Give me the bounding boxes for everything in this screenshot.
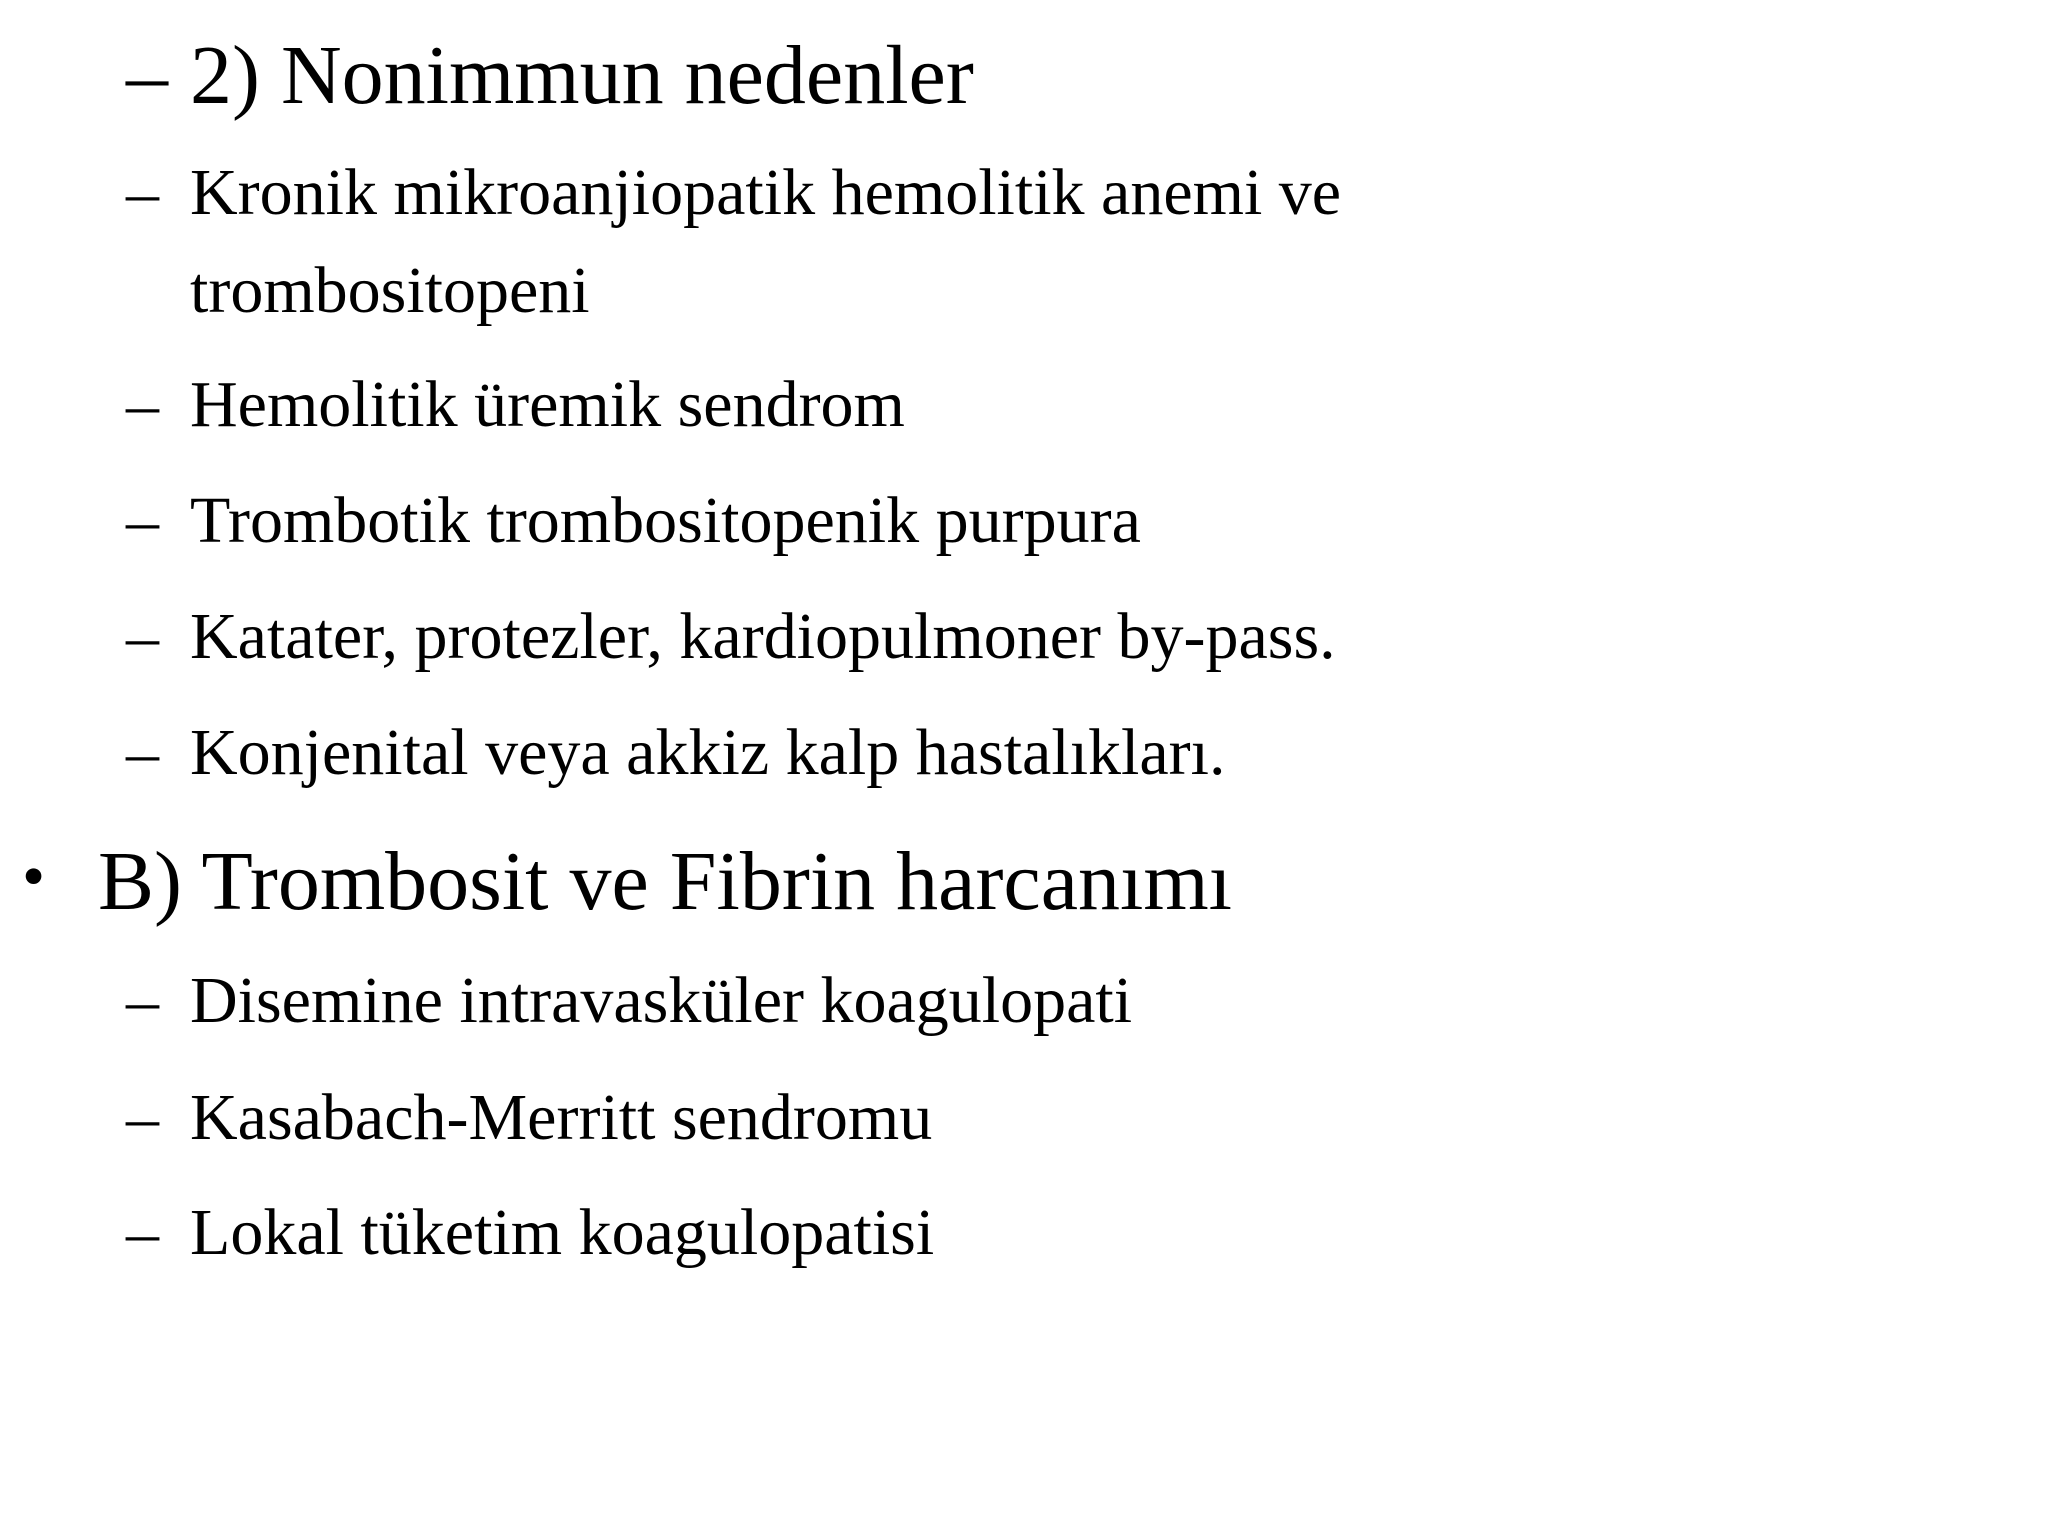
section-heading: B) Trombosit ve Fibrin harcanımı <box>98 835 1232 928</box>
dash-marker: – <box>126 484 159 557</box>
list-item-line: trombositopeni <box>190 254 590 327</box>
dash-marker: – <box>126 29 168 122</box>
sub-heading: 2) Nonimmun nedenler <box>190 29 974 122</box>
dash-marker: – <box>126 716 159 789</box>
dash-marker: – <box>126 1081 159 1154</box>
dash-marker: – <box>126 964 159 1037</box>
list-item-line: Kronik mikroanjiopatik hemolitik anemi ve <box>190 156 1342 229</box>
dash-marker: – <box>126 156 159 229</box>
list-item-line: Kasabach-Merritt sendromu <box>190 1081 933 1154</box>
list-item-line: Disemine intravasküler koagulopati <box>190 964 1133 1037</box>
list-item-line: Katater, protezler, kardiopulmoner by-pass. <box>190 600 1336 673</box>
list-item-line: Konjenital veya akkiz kalp hastalıkları. <box>190 716 1226 789</box>
bullet-marker: • <box>22 840 46 913</box>
list-item-line: Trombotik trombositopenik purpura <box>190 484 1141 557</box>
list-item-line: Lokal tüketim koagulopatisi <box>190 1196 935 1269</box>
dash-marker: – <box>126 368 159 441</box>
list-item-line: Hemolitik üremik sendrom <box>190 368 905 441</box>
dash-marker: – <box>126 1196 159 1269</box>
dash-marker: – <box>126 600 159 673</box>
